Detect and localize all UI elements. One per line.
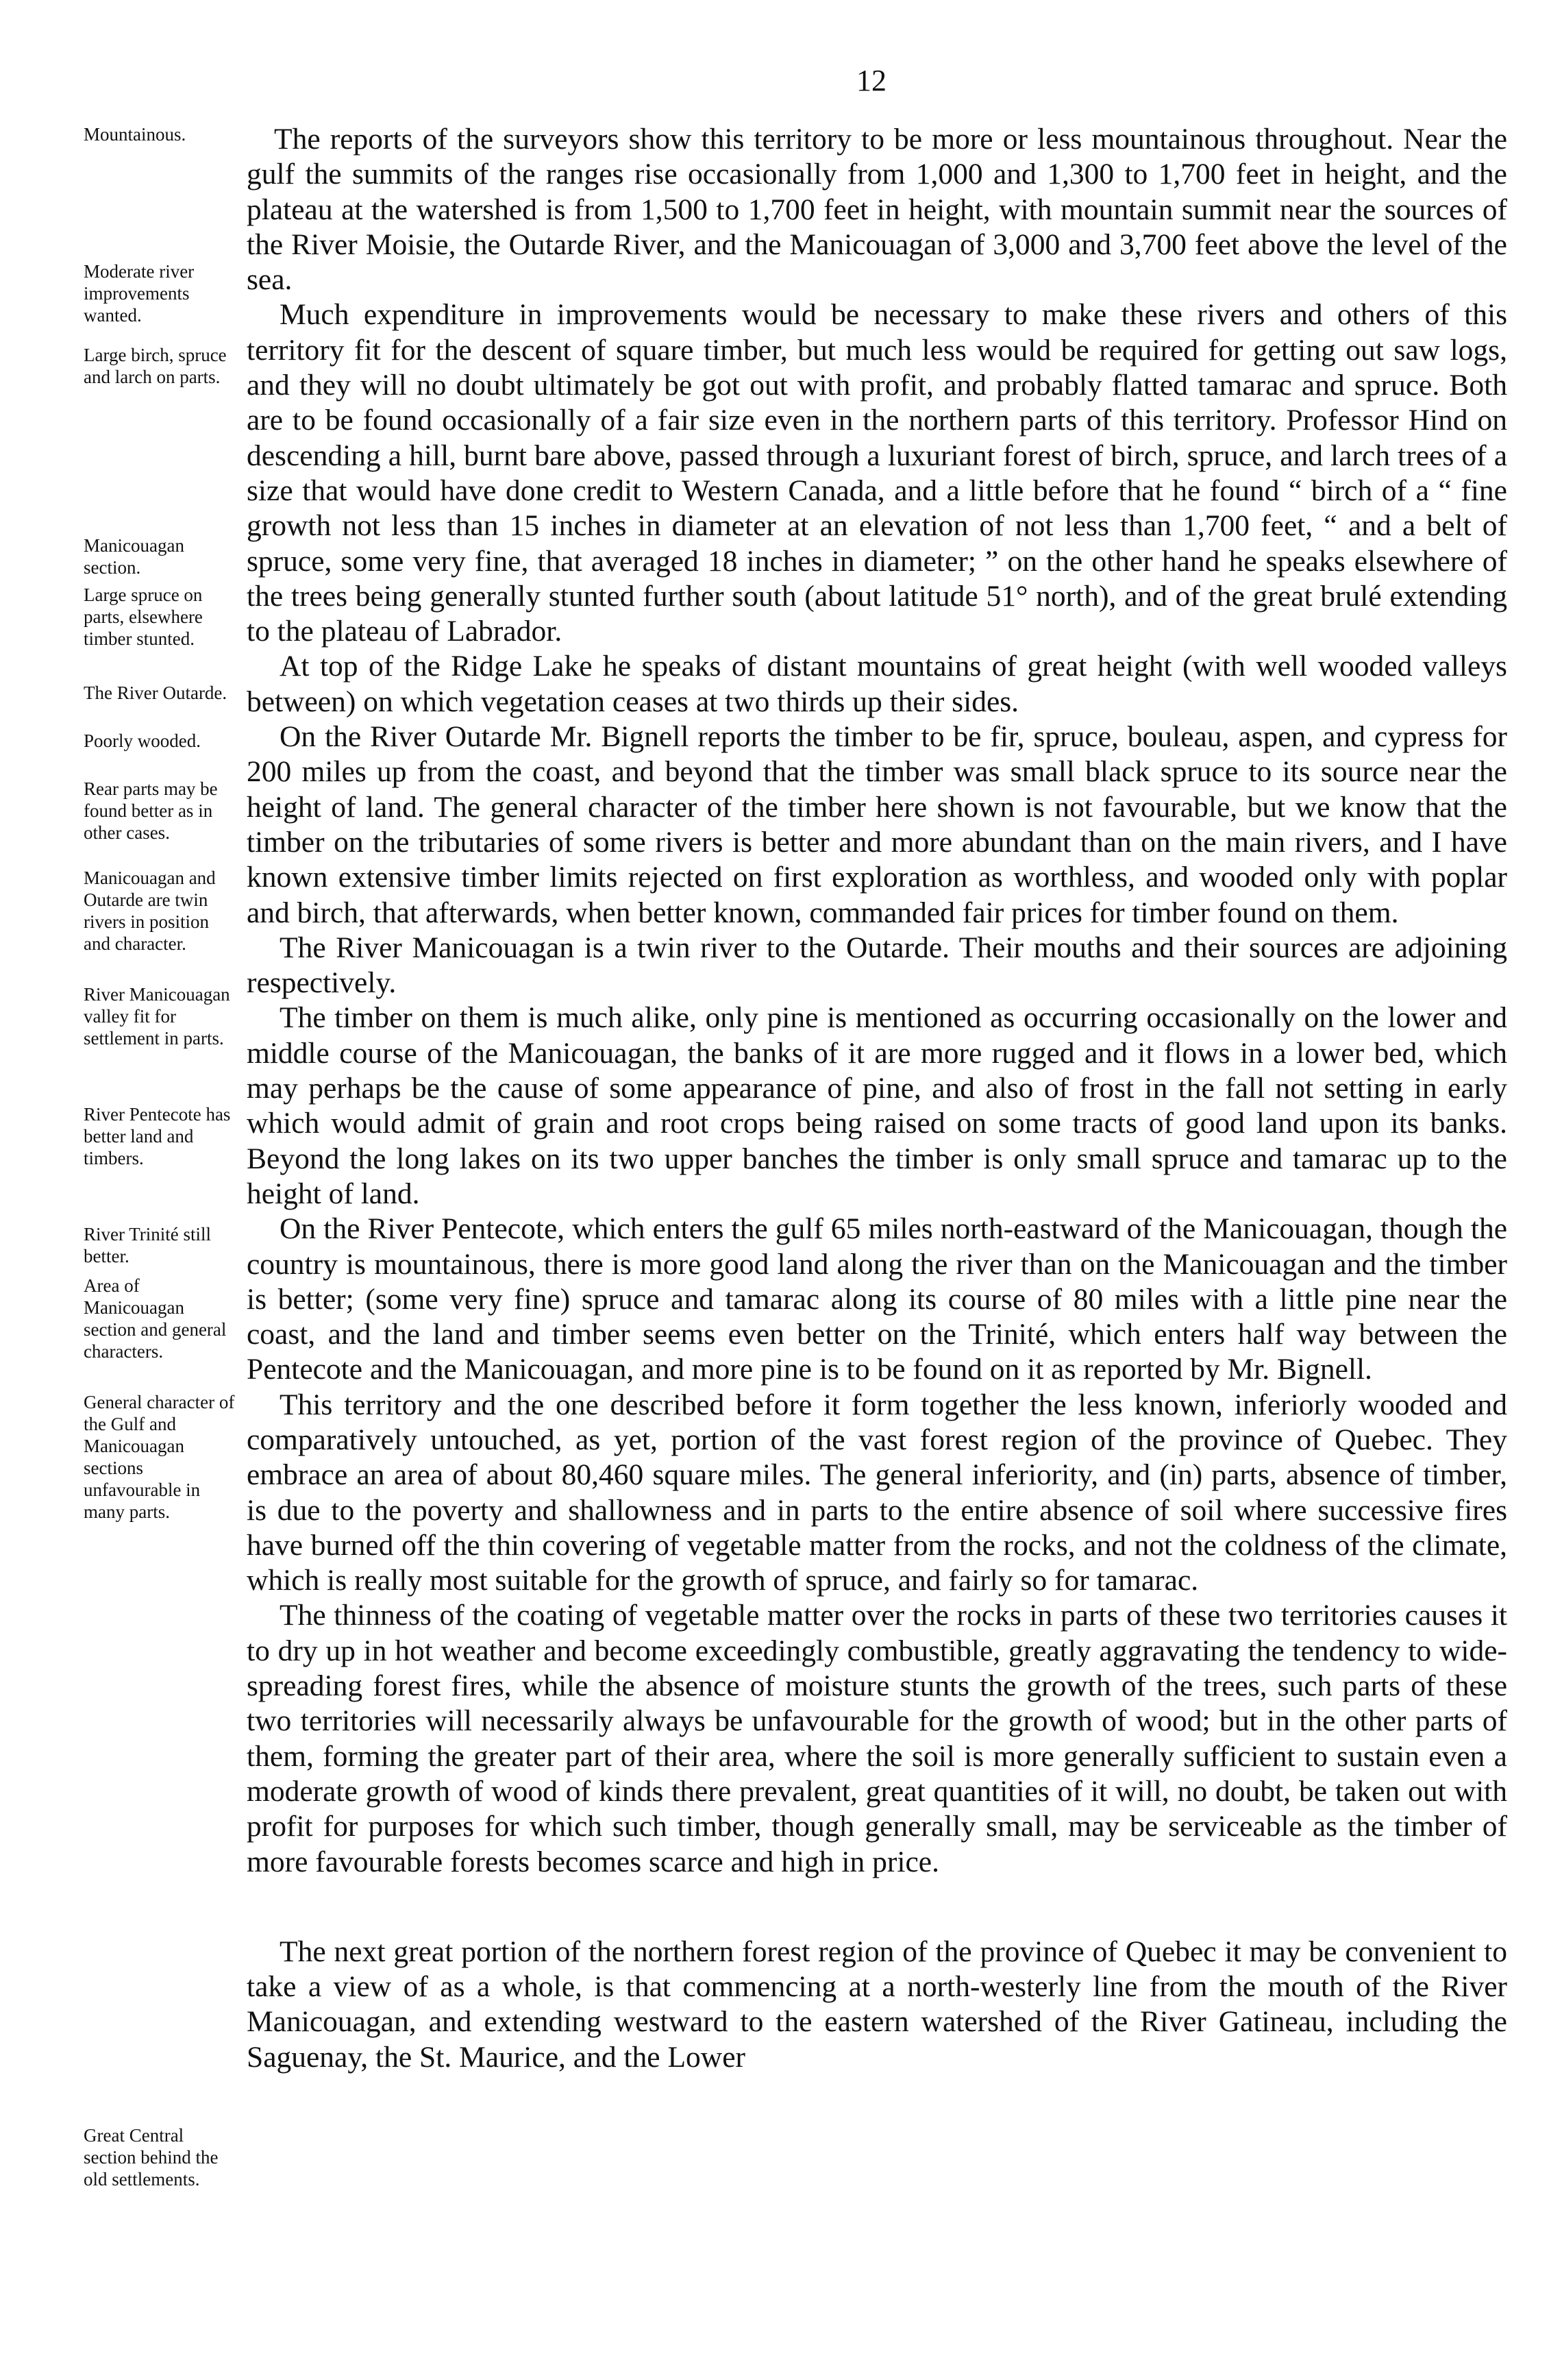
section-break (247, 1880, 1507, 1935)
paragraph: The River Manicouagan is a twin river to the Outarde. Their mouths and their sources are adjoining respectively. (247, 931, 1507, 1000)
page-number: 12 (856, 64, 887, 97)
margin-note: River Pentecote has better land and timbers. (84, 1104, 231, 1168)
margin-note: Area of Manicouagan section and general characters. (84, 1275, 227, 1362)
margin-note: The River Outarde. (84, 683, 227, 703)
margin-note: Rear parts may be found better as in other cases. (84, 778, 218, 843)
paragraph: This territory and the one described before it form together the less known, inferiorly wooded and comparatively untouched, as yet, portion of the vast forest region of the province of Quebec. They embrace an area of about 80,460 square miles. The general inferiority, and (in) parts, absence of timber, is due to the poverty and shallowness and in parts to the entire absence of soil where successive fires have burned off the thin covering of vegetable matter from the rocks, and not the coldness of the climate, which is really most suitable for the growth of spruce, and fairly so for tamarac. (247, 1388, 1507, 1597)
margin-note: Large birch, spruce and larch on parts. (84, 345, 227, 387)
paragraph: On the River Pentecote, which enters the gulf 65 miles north-eastward of the Manicouagan, though the country is mountainous, there is more good land along the river than on the Manicouagan and the timber is better; (some very fine) spruce and tamarac along its course of 80 miles with a little pine near the coast, and the land and timber seems even better on the Trinité, which enters half way between the Pentecote and the Manicouagan, and more pine is to be found on it as reported by Mr. Bignell. (247, 1212, 1507, 1386)
margin-note: General character of the Gulf and Manicouagan sections unfavourable in many parts. (84, 1392, 235, 1522)
paragraph: The thinness of the coating of vegetable matter over the rocks in parts of these two territories causes it to dry up in hot weather and become exceedingly combustible, greatly aggravating the tendency to wide-spreading forest fires, while the absence of moisture stunts the growth of the trees, such parts of these two territories will necessarily always be unfavourable for the growth of wood; but in the other parts of them, forming the greater part of their area, where the soil is more generally sufficient to sustain even a moderate growth of wood of kinds there prevalent, great quantities of it will, no doubt, be taken out with profit for purposes for which such timber, though generally small, may be serviceable as the timber of more favourable forests becomes scarce and high in price. (247, 1599, 1507, 1878)
margin-note: Manicouagan and Outarde are twin rivers in position and character. (84, 868, 216, 954)
margin-note: River Manicouagan valley fit for settlement in parts. (84, 984, 230, 1048)
margin-note: Poorly wooded. (84, 731, 201, 751)
margin-note: Large spruce on parts, elsewhere timber stunted. (84, 585, 203, 649)
paragraph: On the River Outarde Mr. Bignell reports the timber to be fir, spruce, bouleau, aspen, and cypress for 200 miles up from the coast, and beyond that the timber was small black spruce to its source near the height of land. The general character of the timber here shown is not favourable, but we know that the timber on the tributaries of some rivers is better and more abundant than on the main rivers, and I have known extensive timber limits rejected on first exploration as worthless, and wooded only with poplar and birch, that afterwards, when better known, commanded fair prices for timber found on them. (247, 720, 1507, 929)
margin-note: Manicouagan section. (84, 535, 184, 578)
margin-note: Moderate river improvements wanted. (84, 261, 195, 326)
paragraph: The next great portion of the northern forest region of the province of Quebec it may be convenient to take a view of as a whole, is that commencing at a north-westerly line from the mouth of the River Manicouagan, and extending westward to the eastern watershed of the River Gatineau, including the Saguenay, the St. Maurice, and the Lower (247, 1935, 1507, 2074)
margin-note: River Trinité still better. (84, 1224, 212, 1266)
paragraph: The reports of the surveyors show this territory to be more or less mountainous throughout. Near the gulf the summits of the ranges rise occasionally from 1,000 and 1,300 to 1,700 feet in height, and the plateau at the watershed is from 1,500 to 1,700 feet in height, with mountain summit near the sources of the River Moisie, the Outarde River, and the Manicouagan of 3,000 and 3,700 feet above the level of the sea. (247, 123, 1507, 297)
paragraph: At top of the Ridge Lake he speaks of distant mountains of great height (with well wooded valleys between) on which vegetation ceases at two thirds up their sides. (247, 650, 1507, 718)
paragraph: The timber on them is much alike, only pine is mentioned as occurring occasionally on the lower and middle course of the Manicouagan, the banks of it are more rugged and it flows in a lower bed, which may perhaps be the cause of some appearance of pine, and also of frost in the fall not setting in early which would admit of grain and root crops being raised on some tracts of good land upon its banks. Beyond the long lakes on its two upper banches the timber is only small spruce and tamarac up to the height of land. (247, 1001, 1507, 1210)
margin-note: Great Central section behind the old settlements. (84, 2125, 219, 2189)
body-text (247, 122, 1507, 2075)
paragraph: Much expenditure in improvements would be necessary to make these rivers and others of this territory fit for the descent of square timber, but much less would be required for getting out saw logs, and they will no doubt ultimately be got out with profit, and probably flatted tamarac and spruce. Both are to be found occasionally of a fair size even in the northern parts of this territory. Professor Hind on descending a hill, burnt bare above, passed through a luxuriant forest of birch, spruce, and larch trees of a size that would have done credit to Western Canada, and a little before that he found “ birch of a “ fine growth not less than 15 inches in diameter at an elevation of not less than 1,700 feet, “ and a belt of spruce, some very fine, that averaged 18 inches in diameter; ” on the other hand he speaks elsewhere of the trees being generally stunted further south (about latitude 51° north), and of the great brulé extending to the plateau of Labrador. (247, 298, 1507, 648)
margin-note: Mountainous. (84, 124, 186, 145)
